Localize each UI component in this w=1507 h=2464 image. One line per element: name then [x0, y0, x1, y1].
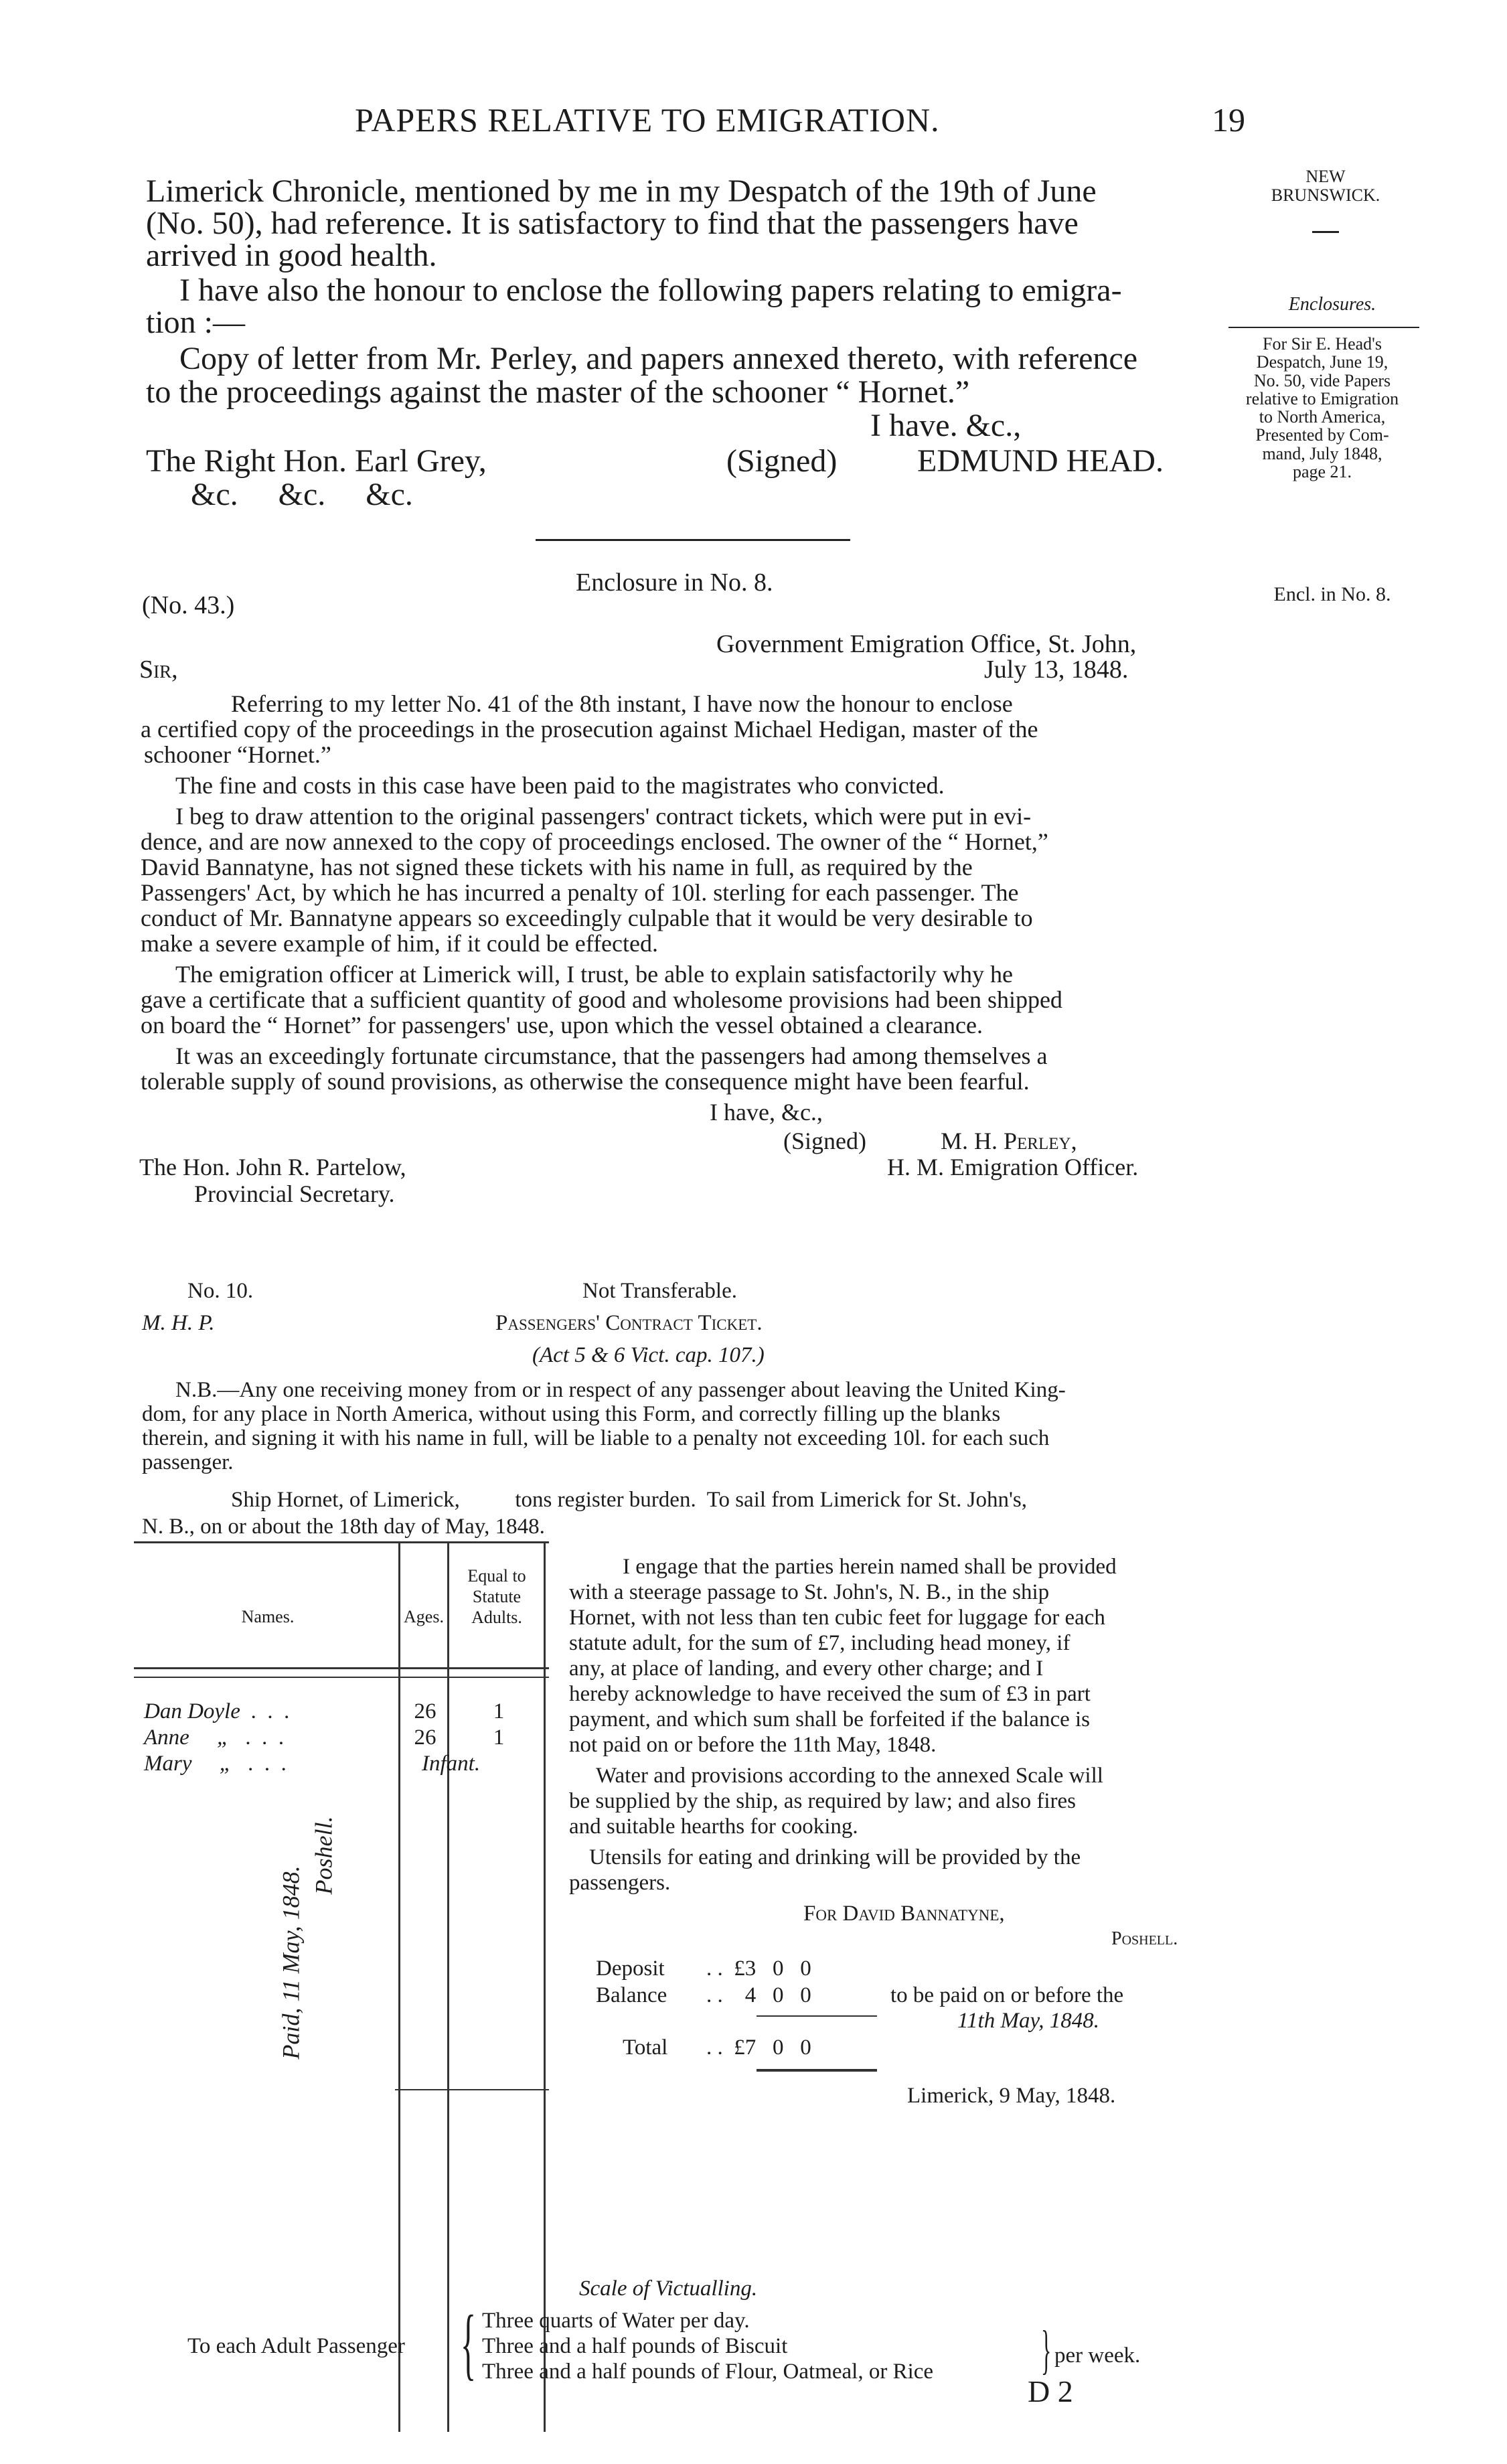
table-col-rule: [398, 1541, 400, 2432]
letter-addressee-title: Provincial Secretary.: [194, 1180, 395, 1207]
table-row-name: Dan Doyle . . .: [144, 1699, 291, 1723]
total-rule: [757, 2069, 877, 2072]
engage-line: Utensils for eating and drinking will be provided by the: [589, 1845, 1081, 1869]
sidenote-note-line: to North America,: [1259, 407, 1386, 427]
table-row-age: Infant.: [422, 1752, 481, 1776]
enclosure-number: (No. 43.): [142, 591, 235, 619]
despatch-addressee: The Right Hon. Earl Grey,: [146, 443, 487, 479]
scale-brace: {: [461, 2299, 477, 2388]
table-header-names: Names.: [241, 1607, 295, 1626]
despatch-signatory: EDMUND HEAD.: [917, 443, 1164, 479]
table-col-rule: [544, 1541, 546, 2432]
sidenote-note-line: page 21.: [1292, 462, 1352, 482]
sum-rule: [757, 2015, 877, 2017]
place-date: Limerick, 9 May, 1848.: [907, 2084, 1116, 2108]
letter-line: gave a certificate that a sufficient quantity of good and wholesome provisions had been shipped: [141, 986, 1062, 1013]
letter-line: conduct of Mr. Bannatyne appears so exceedingly culpable that it would be very desirable to: [141, 905, 1033, 931]
table-row-adults: 1: [493, 1699, 505, 1723]
despatch-signed: (Signed): [726, 443, 838, 479]
sidenote-encl-number: Encl. in No. 8.: [1273, 583, 1391, 605]
balance-note-date: 11th May, 1848.: [957, 2009, 1100, 2033]
nb-line: dom, for any place in North America, without using this Form, and correctly filling up the blanks: [142, 1402, 1001, 1426]
sidenote-region-line2: BRUNSWICK.: [1271, 185, 1380, 205]
sidenote-note-line: For Sir E. Head's: [1262, 334, 1382, 354]
letter-line: It was an exceedingly fortunate circumstance, that the passengers had among themselves a: [175, 1043, 1048, 1069]
enclosure-office: Government Emigration Office, St. John,: [716, 630, 1137, 658]
scale-recipient: To each Adult Passenger: [187, 2334, 405, 2358]
nb-line: passenger.: [142, 1450, 234, 1474]
letter-line: David Bannatyne, has not signed these tickets with his name in full, as required by the: [141, 854, 973, 880]
despatch-line: Limerick Chronicle, mentioned by me in my Despatch of the 19th of June: [146, 173, 1097, 209]
despatch-line: arrived in good health.: [146, 238, 437, 273]
despatch-line: I have also the honour to enclose the following papers relating to emigra-: [179, 273, 1122, 308]
ticket-act: (Act 5 & 6 Vict. cap. 107.): [532, 1343, 765, 1367]
table-header-rule: [134, 1677, 549, 1678]
table-row-age: 26: [414, 1699, 437, 1723]
engage-line: Water and provisions according to the annexed Scale will: [596, 1764, 1103, 1788]
table-header-adults: Equal to Statute Adults.: [467, 1566, 526, 1628]
letter-closing: I have, &c.,: [710, 1099, 823, 1126]
despatch-closing: I have. &c.,: [870, 408, 1022, 443]
ticket-not-transferable: Not Transferable.: [582, 1279, 737, 1303]
letter-line: The emigration officer at Limerick will, I trust, be able to explain satisfactorily why he: [175, 961, 1013, 988]
ticket-title: Passengers' Contract Ticket.: [495, 1311, 763, 1335]
page-number: 19: [1212, 101, 1245, 139]
table-header-ages: Ages.: [404, 1607, 444, 1626]
letter-line: schooner “Hornet.”: [144, 741, 331, 768]
engage-line: Hornet, with not less than ten cubic feet for luggage for each: [569, 1606, 1105, 1630]
nb-line: therein, and signing it with his name in full, will be liable to a penalty not exceeding 10l. for each such: [142, 1426, 1050, 1450]
sidenote-short-rule: [1312, 231, 1339, 233]
despatch-line: Copy of letter from Mr. Perley, and papers annexed thereto, with reference: [179, 341, 1137, 376]
ticket-initials: M. H. P.: [142, 1311, 215, 1335]
ticket-number: No. 10.: [187, 1279, 254, 1303]
engage-line: and suitable hearths for cooking.: [569, 1815, 858, 1839]
deposit-label: Deposit: [596, 1956, 665, 1981]
balance-note: to be paid on or before the: [890, 1983, 1124, 2007]
table-header-rule: [134, 1667, 549, 1669]
table-row-name: Mary „ . . .: [144, 1752, 287, 1776]
scale-item: Three and a half pounds of Biscuit: [482, 2334, 788, 2358]
letter-line: I beg to draw attention to the original passengers' contract tickets, which were put in evi-: [175, 803, 1032, 830]
engage-line: be supplied by the ship, as required by law; and also fires: [569, 1789, 1076, 1813]
despatch-line: (No. 50), had reference. It is satisfactory to find that the passengers have: [146, 206, 1079, 241]
enclosure-salutation: Sir,: [139, 656, 178, 684]
signature-mark: D 2: [1028, 2374, 1073, 2408]
week-brace: }: [1041, 2321, 1052, 2380]
despatch-addressee-etc: &c. &c. &c.: [191, 477, 413, 512]
engage-line: not paid on or before the 11th May, 1848.: [569, 1733, 937, 1757]
despatch-line: tion :—: [146, 305, 246, 340]
page-header-title: PAPERS RELATIVE TO EMIGRATION.: [355, 101, 940, 139]
per-week: per week.: [1054, 2343, 1141, 2368]
balance-amount: . . 4 0 0: [706, 1983, 811, 2007]
for-line: For David Bannatyne,: [803, 1902, 1005, 1926]
for-signature: Poshell.: [1111, 1928, 1178, 1949]
table-bottom-rule: [395, 2089, 549, 2090]
enclosure-heading: Enclosure in No. 8.: [576, 568, 773, 597]
table-row-adults: 1: [493, 1725, 505, 1750]
sidenote-note-line: relative to Emigration: [1245, 388, 1399, 408]
engage-line: any, at place of landing, and every other charge; and I: [569, 1657, 1044, 1681]
letter-line: on board the “ Hornet” for passengers' use, upon which the vessel obtained a clearance.: [141, 1012, 983, 1038]
nb-line: N.B.—Any one receiving money from or in respect of any passenger about leaving the United King-: [175, 1378, 1066, 1402]
letter-line: The fine and costs in this case have been paid to the magistrates who convicted.: [175, 772, 945, 799]
table-row-age: 26: [414, 1725, 437, 1750]
letter-line: tolerable supply of sound provisions, as otherwise the consequence might have been fearful.: [141, 1068, 1030, 1095]
letter-signatory: M. H. Perley,: [941, 1128, 1077, 1154]
letter-addressee: The Hon. John R. Partelow,: [139, 1154, 406, 1180]
sidenote-note: [1225, 335, 1419, 481]
letter-line: make a severe example of him, if it could be effected.: [141, 930, 658, 957]
scale-item: Three quarts of Water per day.: [482, 2309, 750, 2333]
engage-line: hereby acknowledge to have received the sum of £3 in part: [569, 1682, 1091, 1706]
letter-line: Referring to my letter No. 41 of the 8th instant, I have now the honour to enclose: [231, 690, 1013, 717]
stamp-signature: Poshell.: [310, 1816, 337, 1895]
total-amount: . . £7 0 0: [706, 2035, 811, 2060]
table-row-name: Anne „ . . .: [144, 1725, 285, 1750]
letter-signatory-title: H. M. Emigration Officer.: [887, 1154, 1139, 1180]
sidenote-note-line: Despatch, June 19,: [1256, 352, 1389, 372]
scale-item: Three and a half pounds of Flour, Oatmeal, or Rice: [482, 2360, 934, 2384]
scale-heading: Scale of Victualling.: [579, 2277, 758, 2301]
balance-label: Balance: [596, 1983, 667, 2007]
table-top-rule: [134, 1541, 549, 1543]
sidenote-rule: [1228, 327, 1419, 328]
sidenote-note-line: mand, July 1848,: [1262, 443, 1382, 463]
despatch-line: to the proceedings against the master of the schooner “ Hornet.”: [146, 374, 970, 410]
section-divider: [536, 539, 850, 541]
engage-line: passengers.: [569, 1871, 671, 1895]
letter-line: dence, and are now annexed to the copy of proceedings enclosed. The owner of the “ Hornet,”: [141, 828, 1048, 855]
ship-line: N. B., on or about the 18th day of May, 1848.: [142, 1515, 545, 1539]
letter-line: a certified copy of the proceedings in the prosecution against Michael Hedigan, master of the: [141, 716, 1038, 743]
table-col-rule: [447, 1541, 449, 2432]
sidenote-note-line: Presented by Com-: [1255, 425, 1389, 445]
engage-line: payment, and which sum shall be forfeited if the balance is: [569, 1707, 1090, 1731]
letter-line: Passengers' Act, by which he has incurred a penalty of 10l. sterling for each passenger. The: [141, 879, 1019, 906]
sidenote-enclosures-heading: Enclosures.: [1288, 294, 1376, 315]
engage-line: with a steerage passage to St. John's, N. B., in the ship: [569, 1580, 1050, 1604]
paid-stamp: Paid, 11 May, 1848.: [277, 1865, 305, 2060]
sidenote-note-line: No. 50, vide Papers: [1253, 370, 1391, 390]
letter-signed: (Signed): [783, 1128, 866, 1154]
enclosure-date: July 13, 1848.: [984, 656, 1129, 684]
deposit-amount: . . £3 0 0: [706, 1956, 811, 1981]
sidenote-region-line1: NEW: [1305, 167, 1346, 186]
ship-line: Ship Hornet, of Limerick, tons register burden. To sail from Limerick for St. John's,: [231, 1488, 1027, 1512]
engage-line: statute adult, for the sum of £7, including head money, if: [569, 1631, 1070, 1655]
engage-line: I engage that the parties herein named shall be provided: [623, 1555, 1117, 1579]
total-label: Total: [623, 2035, 668, 2060]
